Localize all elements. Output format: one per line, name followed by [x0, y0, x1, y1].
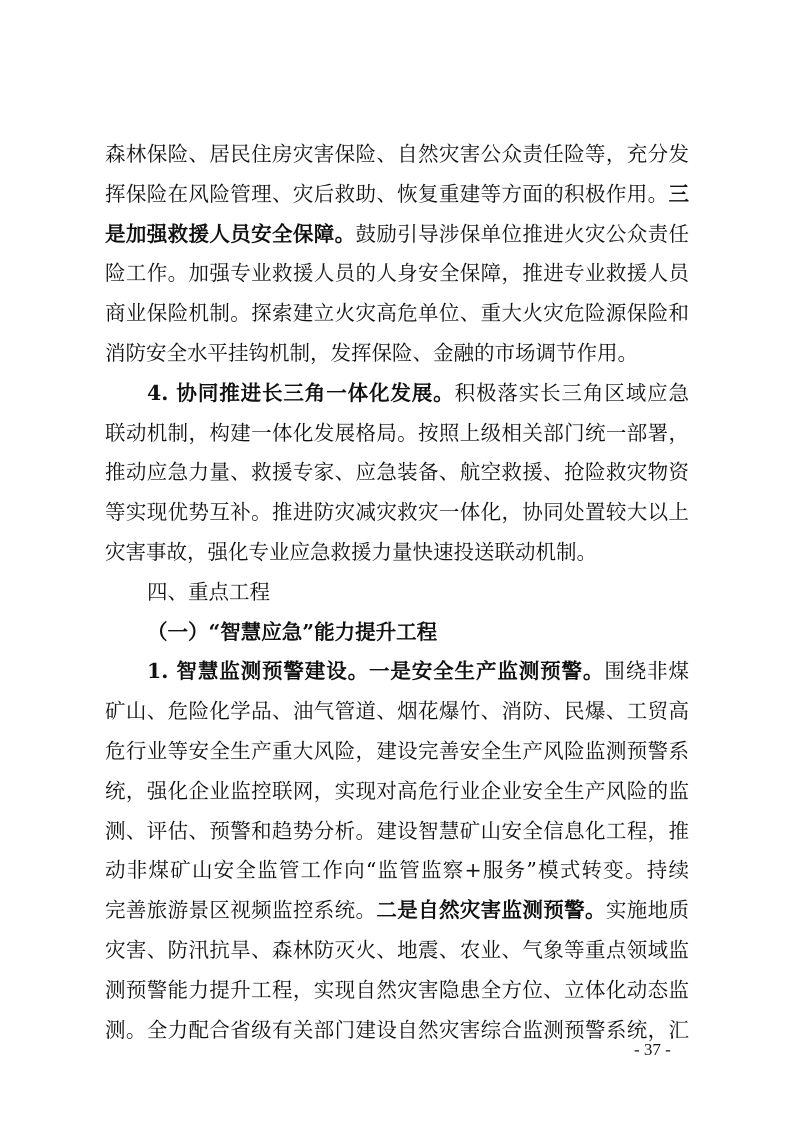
body-text: 危行业等安全生产重大风险，建设完善安全生产风险监测预警系 [105, 738, 689, 763]
body-text: 鼓励引导涉保单位推进火灾公众责任 [355, 221, 689, 246]
text-line [105, 971, 689, 1011]
body-text: 矿山、危险化学品、油气管道、烟花爆竹、消防、民爆、工贸高 [105, 699, 689, 724]
text-line [105, 812, 689, 852]
body-text: 挥保险在风险管理、灾后救助、恢复重建等方面的积极作用。 [105, 181, 669, 206]
text-line [105, 374, 689, 414]
body-text: 四、重点工程 [147, 579, 270, 604]
body-text: 积极落实长三角区域应急 [454, 380, 689, 405]
body-text: 测。全力配合省级有关部门建设自然灾害综合监测预警系统，汇 [105, 1017, 689, 1042]
body-text: 等实现优势互补。推进防灾减灾救灾一体化，协同处置较大以上 [105, 500, 689, 525]
text-line [105, 334, 689, 374]
text-line [105, 215, 689, 255]
body-text: 动非煤矿山安全监管工作向“监管监察+服务”模式转变。持续 [105, 858, 689, 883]
body-text: 围绕非煤 [604, 659, 689, 684]
bold-text: 4. 协同推进长三角一体化发展。 [147, 380, 455, 405]
text-line [105, 772, 689, 812]
page-number: - 37 - [634, 1040, 671, 1059]
text-line [105, 254, 689, 294]
body-text: 险工作。加强专业救援人员的人身安全保障，推进专业救援人员 [105, 261, 689, 286]
text-line [105, 732, 689, 772]
body-text: 商业保险机制。探索建立火灾高危单位、重大火灾危险源保险和 [105, 301, 689, 326]
text-line [105, 533, 689, 573]
text-line [105, 851, 689, 891]
text-line [105, 453, 689, 493]
text-line [105, 573, 689, 613]
bold-text: 三 [668, 181, 689, 206]
text-line [105, 175, 689, 215]
body-text: 推动应急力量、救援专家、应急装备、航空救援、抢险救灾物资 [105, 460, 689, 485]
bold-text: （一）“智慧应急”能力提升工程 [147, 619, 438, 644]
text-line [105, 891, 689, 931]
body-text: 灾害、防汛抗旱、森林防灭火、地震、农业、气象等重点领域监 [105, 937, 689, 962]
text-line [105, 1011, 689, 1051]
body-text: 统，强化企业监控联网，实现对高危行业企业安全生产风险的监 [105, 778, 689, 803]
text-line [105, 931, 689, 971]
bold-text: 二是自然灾害监测预警。 [376, 898, 606, 923]
text-line [105, 414, 689, 454]
body-text: 联动机制，构建一体化发展格局。按照上级相关部门统一部署， [105, 420, 689, 445]
text-line [105, 652, 689, 692]
body-text: 测预警能力提升工程，实现自然灾害隐患全方位、立体化动态监 [105, 977, 689, 1002]
bold-text: 是加强救援人员安全保障。 [105, 221, 356, 246]
text-line [105, 135, 689, 175]
body-text: 消防安全水平挂钩机制，发挥保险、金融的市场调节作用。 [105, 340, 638, 365]
bold-text: 1. 智慧监测预警建设。一是安全生产监测预警。 [147, 659, 605, 684]
text-line [105, 613, 689, 653]
body-text: 灾害事故，强化专业应急救援力量快速投送联动机制。 [105, 539, 597, 564]
document-body [105, 135, 689, 1050]
text-line [105, 692, 689, 732]
body-text: 完善旅游景区视频监控系统。 [105, 898, 377, 923]
text-line [105, 294, 689, 334]
body-text: 实施地质 [605, 898, 689, 923]
text-line [105, 493, 689, 533]
body-text: 测、评估、预警和趋势分析。建设智慧矿山安全信息化工程，推 [105, 818, 689, 843]
body-text: 森林保险、居民住房灾害保险、自然灾害公众责任险等，充分发 [105, 142, 689, 166]
